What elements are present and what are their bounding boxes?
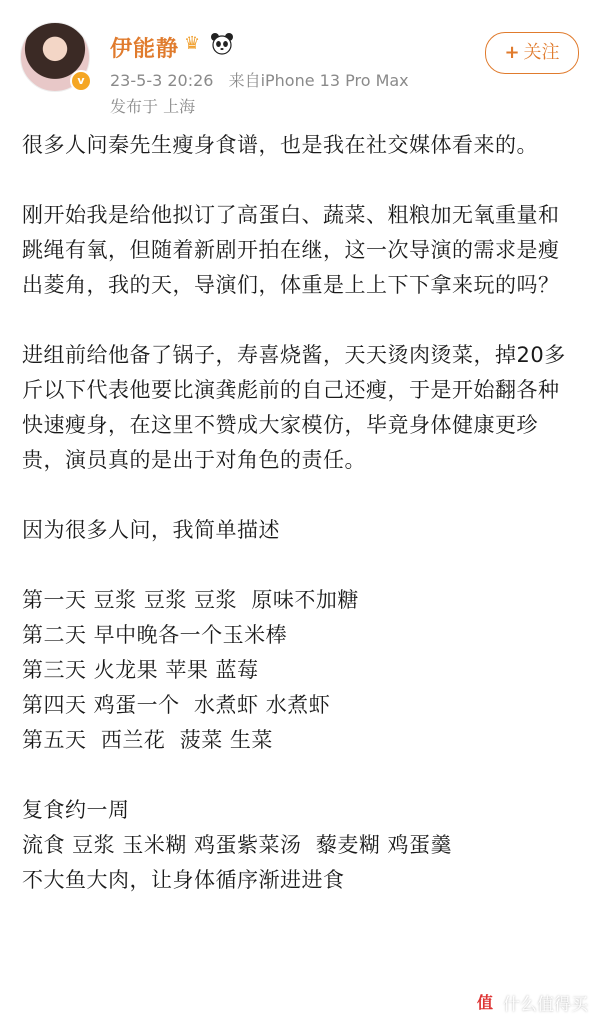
diet-day-2: 第二天 早中晚各一个玉米棒 xyxy=(22,623,288,647)
follow-button[interactable] xyxy=(485,32,579,74)
verified-icon: v xyxy=(70,70,92,92)
post-meta xyxy=(110,68,419,91)
post-datetime: 23-5-3 20:26 xyxy=(110,71,214,90)
recovery-line-1: 复食约一周 xyxy=(22,798,130,822)
crown-badge-icon[interactable]: ♛ xyxy=(184,33,201,54)
post-paragraph-3: 进组前给他备了锅子，寿喜烧酱，天天烫肉烫菜，掉20多斤以下代表他要比演龚彪前的自己还瘦，于是开始翻各种快速瘦身，在这里不赞成大家模仿，毕竟身体健康更珍贵，演员真的是出于对角色的责任。 xyxy=(22,343,566,472)
diet-day-1: 第一天 豆浆 豆浆 豆浆 原味不加糖 xyxy=(22,588,359,612)
recovery-list xyxy=(22,793,578,898)
post-paragraph-1: 很多人问秦先生瘦身食谱，也是我在社交媒体看来的。 xyxy=(22,133,538,157)
watermark-logo-icon: 值 xyxy=(473,991,497,1015)
post-paragraph-4: 因为很多人问，我简单描述 xyxy=(22,518,280,542)
post-location: 发布于 上海 xyxy=(110,97,196,116)
post-header xyxy=(0,0,600,130)
recovery-line-3: 不大鱼大肉，让身体循序渐进进食 xyxy=(22,868,345,892)
diet-day-4: 第四天 鸡蛋一个 水煮虾 水煮虾 xyxy=(22,693,331,717)
diet-day-3: 第三天 火龙果 苹果 蓝莓 xyxy=(22,658,259,682)
post-source: 来自iPhone 13 Pro Max xyxy=(228,71,409,90)
watermark xyxy=(473,990,588,1015)
diet-plan-list xyxy=(22,583,578,758)
follow-label: 关注 xyxy=(523,42,560,63)
watermark-text: 什么值得买 xyxy=(503,995,588,1015)
diet-day-5: 第五天 西兰花 菠菜 生菜 xyxy=(22,728,273,752)
plus-icon: + xyxy=(504,42,520,63)
author-name[interactable]: 伊能静 xyxy=(110,37,180,62)
recovery-line-2: 流食 豆浆 玉米糊 鸡蛋紫菜汤 藜麦糊 鸡蛋羹 xyxy=(22,833,453,857)
post-body xyxy=(22,128,578,898)
post-paragraph-2: 刚开始我是给他拟订了高蛋白、蔬菜、粗粮加无氧重量和跳绳有氧，但随着新剧开拍在继，这一次导演的需求是瘦出菱角，我的天，导演们，体重是上上下下拿来玩的吗？ xyxy=(22,203,560,297)
panda-badge-icon[interactable] xyxy=(210,32,234,56)
